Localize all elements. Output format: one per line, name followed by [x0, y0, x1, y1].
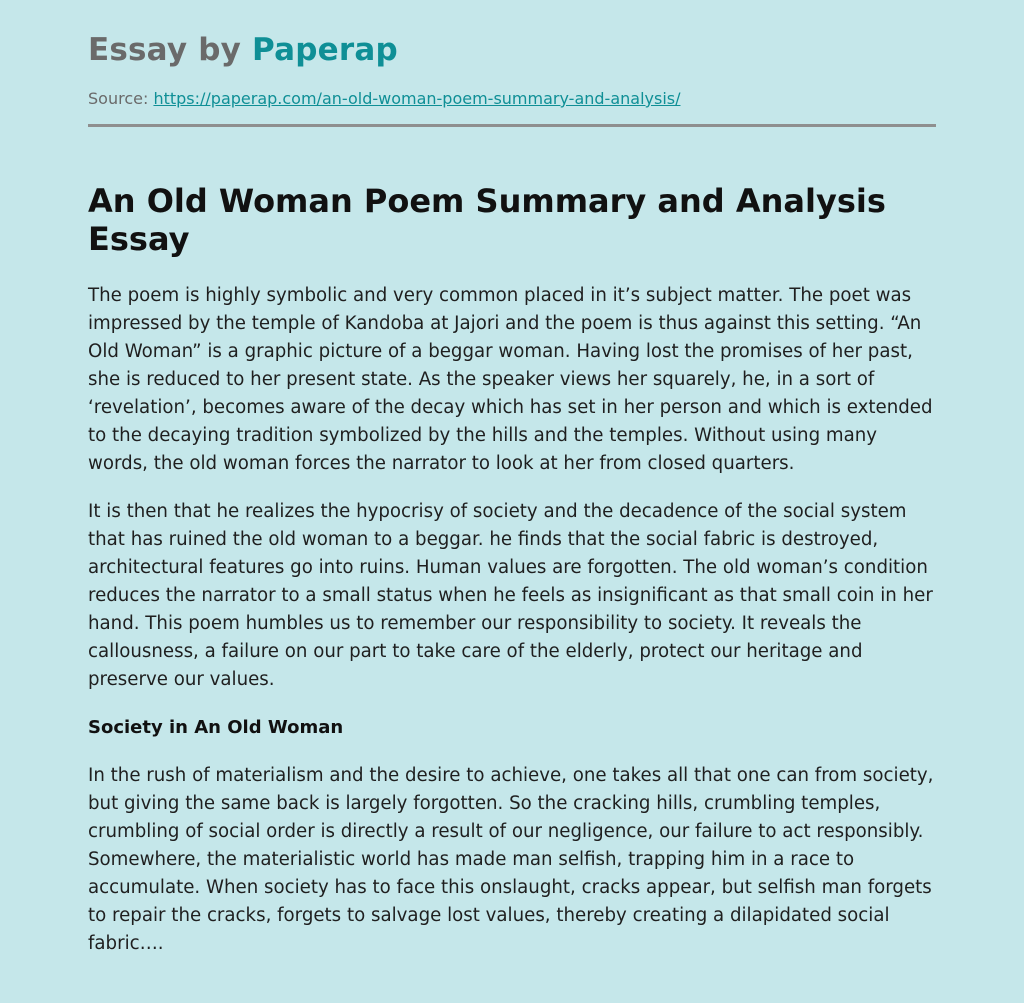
section-subheading: Society in An Old Woman [88, 717, 344, 738]
source-link[interactable]: https://paperap.com/an-old-woman-poem-summary-and-analysis/ [153, 89, 681, 108]
brand-prefix: Essay by [88, 32, 253, 68]
site-brand [88, 30, 936, 70]
source-label: Source: [88, 89, 149, 108]
paragraph-2: It is then that he realizes the hypocrisy of society and the decadence of the social system that has ruined the old woman to a beggar. he finds that the social fabric is destroyed, architectural features go into ruins. Human values are forgotten. The old woman’s condition reduces the narrator to a small status when he feels as insignificant as that small coin in her hand. This poem humbles us to remember our responsibility to society. It reveals the callousness, a failure on our part to take care of the elderly, protect our heritage and preserve our values. [88, 501, 933, 690]
paragraph-1: The poem is highly symbolic and very common placed in it’s subject matter. The poet was impressed by the temple of Kandoba at Jajori and the poem is thus against this setting. “An Old Woman” is a graphic picture of a beggar woman. Having lost the promises of her past, she is reduced to her present state. As the speaker views her squarely, he, in a sort of ‘revelation’, becomes aware of the decay which has set in her person and which is extended to the decaying tradition symbolized by the hills and the temples. Without using many words, the old woman forces the narrator to look at her from closed quarters. [88, 285, 933, 474]
content-column [88, 30, 936, 958]
essay-title: An Old Woman Poem Summary and Analysis Essay [88, 182, 886, 258]
brand-name: Paperap [252, 32, 398, 68]
paragraph-3: In the rush of materialism and the desire to achieve, one takes all that one can from society, but giving the same back is largely forgotten. So the cracking hills, crumbling temples, crumbling of social order is directly a result of our negligence, our failure to act responsibly. Somewhere, the materialistic world has made man selfish, trapping him in a race to accumulate. When society has to face this onslaught, cracks appear, but selfish man forgets to repair the cracks, forgets to salvage lost values, thereby creating a dilapidated social fabric…. [88, 765, 934, 954]
source-line [88, 88, 936, 110]
header-divider [88, 124, 936, 127]
